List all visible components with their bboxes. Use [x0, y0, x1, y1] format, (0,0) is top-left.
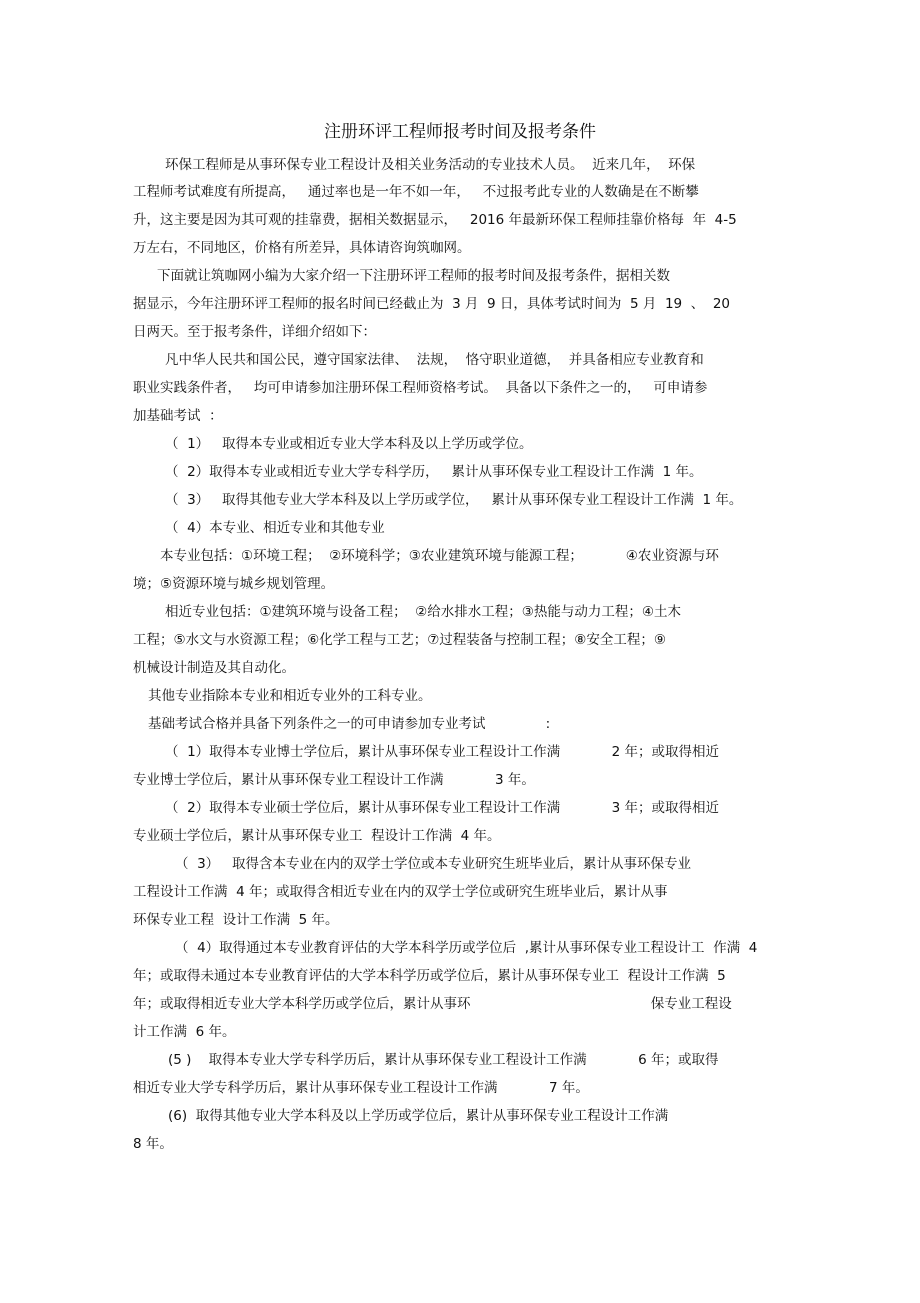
paragraph-line: 相近专业大学专科学历后，累计从事环保专业工程设计工作满 7 年。	[133, 1080, 589, 1096]
paragraph-line: 环保专业工程 设计工作满 5 年。	[133, 912, 339, 928]
list-item: (6) 取得其他专业大学本科及以上学历或学位后，累计从事环保专业工程设计工作满	[168, 1108, 669, 1124]
list-item: （ 2）取得本专业或相近专业大学专科学历， 累计从事环保专业工程设计工作满 1 年。	[165, 464, 703, 480]
paragraph-line: 凡中华人民共和国公民，遵守国家法律、 法规， 恪守职业道德， 并具备相应专业教育和	[165, 352, 704, 368]
paragraph-line: 日两天。至于报考条件，详细介绍如下：	[133, 324, 376, 340]
paragraph-line: 专业博士学位后，累计从事环保专业工程设计工作满 3 年。	[133, 772, 535, 788]
paragraph-line: 加基础考试 ：	[133, 408, 223, 424]
paragraph-line: 下面就让筑咖网小编为大家介绍一下注册环评工程师的报考时间及报考条件，据相关数	[157, 268, 670, 284]
paragraph-line: 计工作满 6 年。	[133, 1024, 236, 1040]
list-item: (5 ) 取得本专业大学专科学历后，累计从事环保专业工程设计工作满 6 年；或取得	[168, 1052, 719, 1068]
list-item: （ 4）本专业、相近专业和其他专业	[165, 520, 385, 536]
list-item: （ 2）取得本专业硕士学位后，累计从事环保专业工程设计工作满 3 年；或取得相近	[165, 800, 720, 816]
list-item: （ 1）取得本专业博士学位后，累计从事环保专业工程设计工作满 2 年；或取得相近	[165, 744, 720, 760]
document-title: 注册环评工程师报考时间及报考条件	[324, 122, 596, 142]
paragraph-line: 升，这主要是因为其可观的挂靠费，据相关数据显示， 2016 年最新环保工程师挂靠价格每 年 4-5	[133, 212, 737, 228]
paragraph-line: 8 年。	[133, 1136, 173, 1152]
list-item: （ 4）取得通过本专业教育评估的大学本科学历或学位后 ,累计从事环保专业工程设计工 作满 4	[175, 940, 758, 956]
paragraph-line: 万左右，不同地区，价格有所差异，具体请咨询筑咖网。	[133, 240, 471, 256]
list-item: （ 3） 取得含本专业在内的双学士学位或本专业研究生班毕业后，累计从事环保专业	[175, 856, 692, 872]
paragraph-line: 专业硕士学位后，累计从事环保专业工 程设计工作满 4 年。	[133, 828, 501, 844]
paragraph-line: 环保工程师是从事环保专业工程设计及相关业务活动的专业技术人员。 近来几年， 环保	[165, 157, 696, 173]
list-item: （ 1） 取得本专业或相近专业大学本科及以上学历或学位。	[165, 436, 533, 452]
paragraph-line: 工程；⑤水文与水资源工程；⑥化学工程与工艺；⑦过程装备与控制工程；⑧安全工程；⑨	[133, 632, 667, 648]
paragraph-line: 年；或取得未通过本专业教育评估的大学本科学历或学位后，累计从事环保专业工 程设计工作满 5	[133, 968, 726, 984]
paragraph-line: 据显示，今年注册环评工程师的报名时间已经截止为 3 月 9 日，具体考试时间为 5 月 19 、 20	[133, 296, 730, 312]
paragraph-line: 职业实践条件者， 均可申请参加注册环保工程师资格考试。 具备以下条件之一的， 可申请参	[133, 380, 708, 396]
paragraph-line: 境；⑤资源环境与城乡规划管理。	[133, 576, 335, 592]
paragraph-line: 基础考试合格并具备下列条件之一的可申请参加专业考试 :	[148, 716, 551, 732]
paragraph-line: 本专业包括：①环境工程； ②环境科学；③农业建筑环境与能源工程； ④农业资源与环	[160, 548, 719, 564]
paragraph-line: 工程设计工作满 4 年；或取得含相近专业在内的双学士学位或研究生班毕业后，累计从事	[133, 884, 668, 900]
list-item: （ 3） 取得其他专业大学本科及以上学历或学位， 累计从事环保专业工程设计工作满 1 年。	[165, 492, 743, 508]
paragraph-line: 相近专业包括：①建筑环境与设备工程； ②给水排水工程；③热能与动力工程；④土木	[165, 604, 681, 620]
paragraph-line: 工程师考试难度有所提高， 通过率也是一年不如一年， 不过报考此专业的人数确是在不断攀	[133, 184, 699, 200]
paragraph-line: 机械设计制造及其自动化。	[133, 660, 295, 676]
paragraph-line: 年；或取得相近专业大学本科学历或学位后，累计从事环 保专业工程设	[133, 996, 732, 1012]
paragraph-line: 其他专业指除本专业和相近专业外的工科专业。	[148, 688, 432, 704]
